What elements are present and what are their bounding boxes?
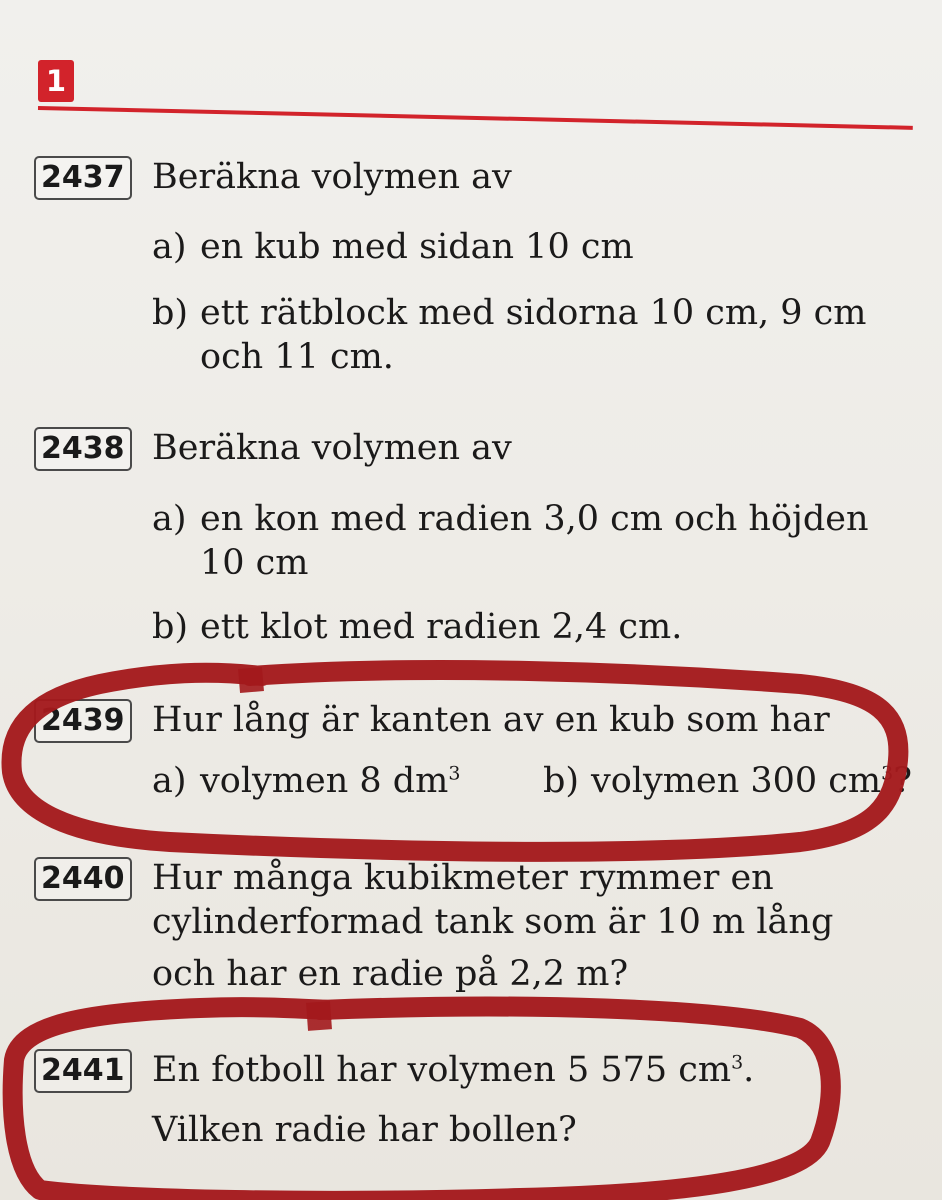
problem-2438-part-a [152,496,869,542]
problem-2441-line-2: Vilken radie har bollen? [152,1110,577,1150]
problem-text: Beräkna volymen av [152,157,512,197]
problem-text: Beräkna volymen av [152,428,512,468]
question-mark: ? [893,761,912,801]
problem-number: 2438 [34,427,132,471]
part-text: volymen 300 cm [591,761,882,801]
problem-2440-line-3: och har en radie på 2,2 m? [152,954,629,994]
bleed-through-texture [510,110,930,670]
part-label: a) [152,761,187,801]
exponent: 3 [881,762,894,785]
part-text: volymen 8 dm [200,761,449,801]
chapter-rule [38,106,913,130]
part-label: b) [152,607,189,647]
problem-number: 2437 [34,156,132,200]
problem-2437-part-a [152,224,634,270]
problem-2437-part-b [152,290,866,336]
part-label: a) [152,499,187,539]
part-text: ett klot med radien 2,4 cm. [200,607,683,647]
exponent: 3 [731,1051,744,1074]
problem-2439-part-b [543,758,912,804]
problem-text-main: En fotboll har volymen 5 575 cm [152,1050,732,1090]
problem-text: Hur lång är kanten av en kub som har [152,700,830,740]
part-text: en kub med sidan 10 cm [200,227,634,267]
part-label: a) [152,227,187,267]
marker-circle-2441 [13,1007,831,1200]
problem-2440-line-2: cylinderformad tank som är 10 m lång [152,902,834,942]
chapter-badge: 1 [38,60,74,102]
problem-2437-part-b-continuation: och 11 cm. [200,337,394,377]
problem-2438-part-b [152,604,682,650]
part-label: b) [152,293,189,333]
problem-text [152,1047,754,1093]
problem-number: 2441 [34,1049,132,1093]
problem-number: 2439 [34,699,132,743]
part-label: b) [543,761,580,801]
problem-2439-part-a [152,758,460,804]
problem-number: 2440 [34,857,132,901]
problem-text: Hur många kubikmeter rymmer en [152,858,774,898]
exponent: 3 [448,762,461,785]
problem-2438-part-a-continuation: 10 cm [200,543,309,583]
period: . [743,1050,755,1090]
part-text: en kon med radien 3,0 cm och höjden [200,499,869,539]
marker-stroke-2441-tick [318,1002,320,1030]
marker-stroke-2439-tick [250,668,252,692]
part-text: ett rätblock med sidorna 10 cm, 9 cm [200,293,867,333]
